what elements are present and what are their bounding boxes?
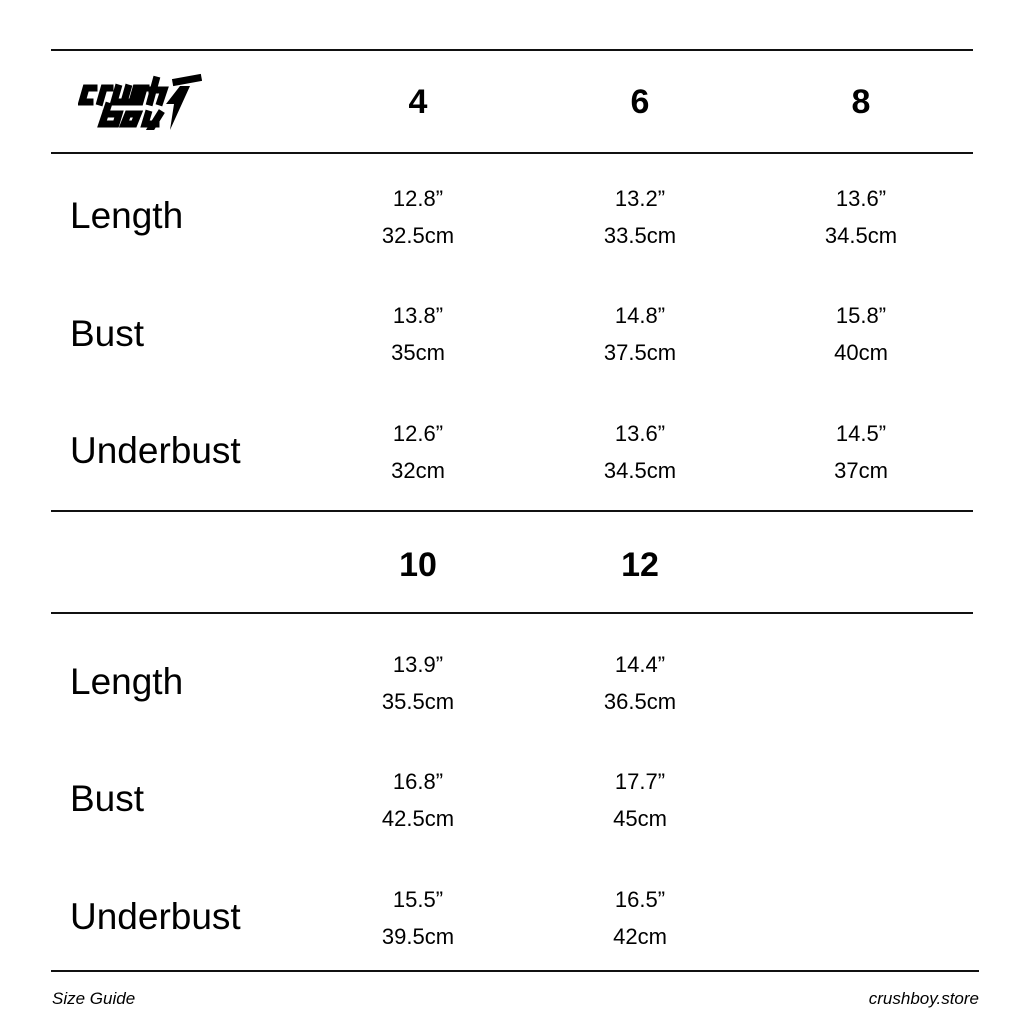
row-label-bust: Bust [70, 778, 145, 819]
inch-value: 16.8” [392, 769, 444, 794]
header-rule-2 [51, 612, 973, 614]
inch-value: 14.5” [835, 421, 887, 446]
section-divider-rule [51, 510, 973, 512]
measurement-cell [565, 297, 715, 371]
cm-value: 37cm [834, 458, 888, 483]
size-header-4: 4 [408, 83, 428, 121]
cm-value: 32.5cm [381, 223, 455, 248]
cm-value: 40cm [834, 340, 888, 365]
header-rule-1 [51, 152, 973, 154]
cm-value: 42.5cm [381, 806, 455, 831]
inch-value: 13.2” [614, 186, 666, 211]
row-label-length: Length [70, 661, 184, 702]
bottom-rule [51, 970, 979, 972]
cm-value: 35cm [391, 340, 445, 365]
inch-value: 15.5” [392, 887, 444, 912]
inch-value: 17.7” [614, 769, 666, 794]
cm-value: 32cm [391, 458, 445, 483]
measurement-cell [565, 180, 715, 254]
inch-value: 14.8” [614, 303, 666, 328]
row-label-underbust: Underbust [70, 430, 241, 471]
inch-value: 13.8” [392, 303, 444, 328]
measurement-cell [343, 881, 493, 955]
row-label-bust: Bust [70, 313, 145, 354]
inch-value: 13.6” [614, 421, 666, 446]
inch-value: 14.4” [614, 652, 666, 677]
cm-value: 45cm [613, 806, 667, 831]
measurement-cell [565, 763, 715, 837]
inch-value: 15.8” [835, 303, 887, 328]
measurement-cell [786, 415, 936, 489]
cm-value: 33.5cm [603, 223, 677, 248]
cm-value: 34.5cm [603, 458, 677, 483]
cm-value: 39.5cm [381, 924, 455, 949]
measurement-cell [786, 297, 936, 371]
crushboy-logo [78, 72, 202, 130]
row-label-length: Length [70, 195, 184, 236]
cm-value: 35.5cm [381, 689, 455, 714]
inch-value: 16.5” [614, 887, 666, 912]
inch-value: 13.9” [392, 652, 444, 677]
top-rule [51, 49, 973, 51]
cm-value: 42cm [613, 924, 667, 949]
cm-value: 34.5cm [824, 223, 898, 248]
footer-website: crushboy.store [868, 989, 979, 1008]
measurement-cell [343, 180, 493, 254]
inch-value: 13.6” [835, 186, 887, 211]
measurement-cell [343, 763, 493, 837]
cm-value: 36.5cm [603, 689, 677, 714]
size-header-8: 8 [851, 83, 871, 121]
measurement-cell [565, 881, 715, 955]
footer-title: Size Guide [52, 989, 136, 1008]
measurement-cell [565, 415, 715, 489]
size-header-6: 6 [630, 83, 650, 121]
measurement-cell [565, 646, 715, 720]
size-header-12: 12 [621, 546, 659, 584]
measurement-cell [786, 180, 936, 254]
row-label-underbust: Underbust [70, 896, 241, 937]
inch-value: 12.6” [392, 421, 444, 446]
inch-value: 12.8” [392, 186, 444, 211]
measurement-cell [343, 297, 493, 371]
size-header-10: 10 [399, 546, 437, 584]
measurement-cell [343, 646, 493, 720]
measurement-cell [343, 415, 493, 489]
cm-value: 37.5cm [603, 340, 677, 365]
